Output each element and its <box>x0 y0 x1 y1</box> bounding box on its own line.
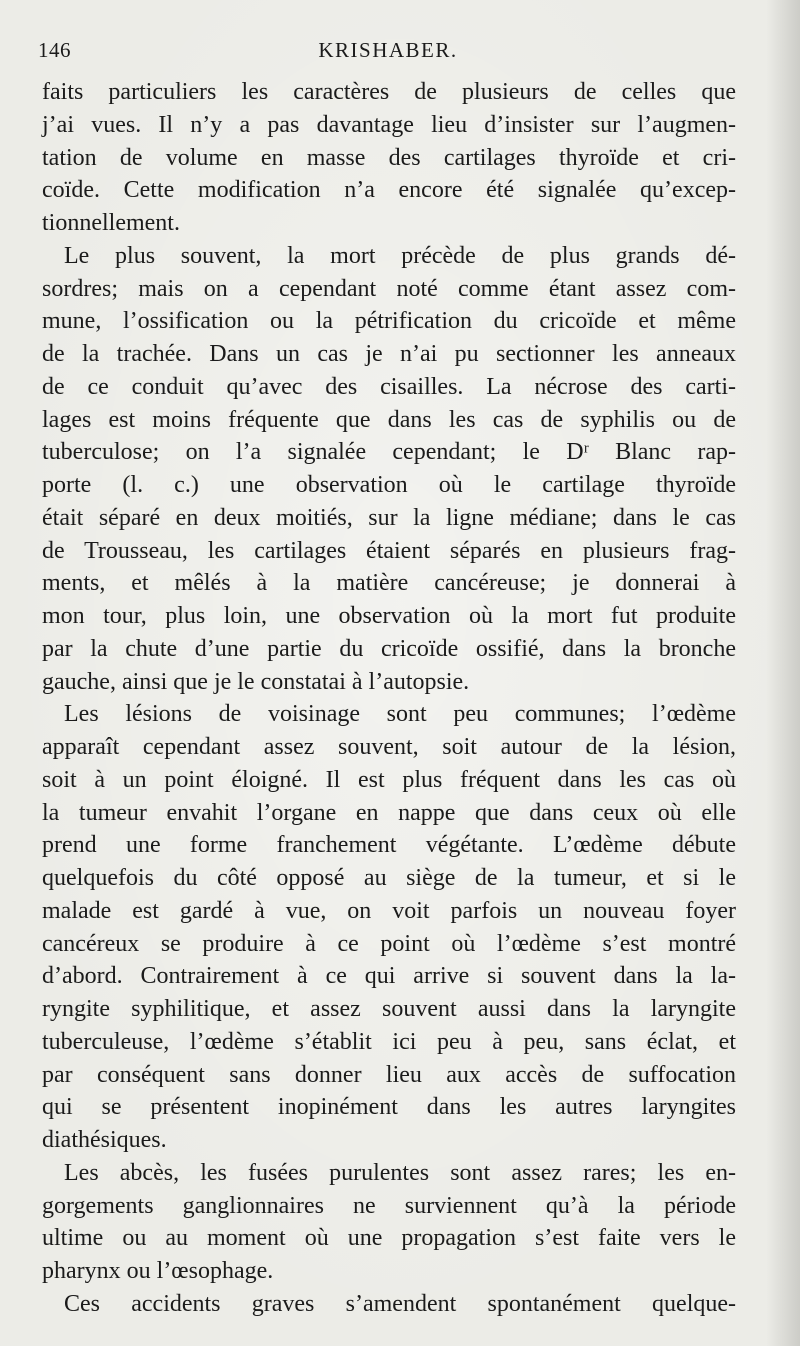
body-text <box>42 76 736 1321</box>
text-line: Ces accidents graves s’amendent spontanément quelque- <box>64 1290 736 1317</box>
text-line: était séparé en deux moitiés, sur la ligne médiane; dans le cas <box>42 504 736 531</box>
text-line: Le plus souvent, la mort précède de plus grands dé- <box>64 242 736 269</box>
text-line: diathésiques. <box>42 1127 167 1153</box>
text-line: ments, et mêlés à la matière cancéreuse; je donnerai à <box>42 570 736 597</box>
text-line: tionnellement. <box>42 210 180 236</box>
running-title: KRISHABER. <box>318 38 458 62</box>
text-line: apparaît cependant assez souvent, soit autour de la lésion, <box>42 734 736 760</box>
text-line: prend une forme franchement végétante. L’œdème débute <box>42 832 736 859</box>
text-line: lages est moins fréquente que dans les cas de syphilis ou de <box>42 406 736 433</box>
text-line: par la chute d’une partie du cricoïde ossifié, dans la bronche <box>42 635 736 662</box>
text-line: mune, l’ossification ou la pétrification du cricoïde et même <box>42 308 736 335</box>
text-line: d’abord. Contrairement à ce qui arrive si souvent dans la la- <box>42 963 736 990</box>
text-line: la tumeur envahit l’organe en nappe que dans ceux où elle <box>42 799 736 826</box>
text-line: porte (l. c.) une observation où le cartilage thyroïde <box>42 472 736 498</box>
page-number: 146 <box>38 38 71 62</box>
text-line: par conséquent sans donner lieu aux accès de suffocation <box>42 1061 736 1088</box>
text-line: tation de volume en masse des cartilages thyroïde et cri- <box>42 144 736 171</box>
text-line: malade est gardé à vue, on voit parfois un nouveau foyer <box>42 897 736 924</box>
text-line: ultime ou au moment où une propagation s’est faite vers le <box>42 1225 736 1252</box>
text-line: cancéreux se produire à ce point où l’œdème s’est montré <box>42 930 736 957</box>
text-line: gauche, ainsi que je le constatai à l’autopsie. <box>42 668 470 695</box>
text-line: quelquefois du côté opposé au siège de la tumeur, et si le <box>42 865 736 891</box>
text-line: j’ai vues. Il n’y a pas davantage lieu d’insister sur l’augmen- <box>42 111 736 138</box>
text-line: Les lésions de voisinage sont peu communes; l’œdème <box>64 701 736 728</box>
text-line: de Trousseau, les cartilages étaient séparés en plusieurs frag- <box>42 537 736 564</box>
text-line: de la trachée. Dans un cas je n’ai pu sectionner les anneaux <box>42 341 736 367</box>
text-line: sordres; mais on a cependant noté comme étant assez com- <box>42 275 736 302</box>
text-line: gorgements ganglionnaires ne surviennent qu’à la période <box>42 1192 736 1219</box>
text-line: faits particuliers les caractères de plusieurs de celles que <box>42 79 736 105</box>
text-line: de ce conduit qu’avec des cisailles. La nécrose des carti- <box>42 373 736 400</box>
running-head <box>38 38 738 74</box>
text-line: ryngite syphilitique, et assez souvent aussi dans la laryngite <box>42 996 736 1022</box>
text-line: Les abcès, les fusées purulentes sont assez rares; les en- <box>64 1159 736 1186</box>
text-line: tuberculeuse, l’œdème s’établit ici peu à peu, sans éclat, et <box>42 1028 736 1055</box>
text-line: pharynx ou l’œsophage. <box>42 1258 274 1284</box>
text-line: coïde. Cette modification n’a encore été signalée qu’excep- <box>42 177 736 204</box>
page-edge-shadow <box>766 0 800 1346</box>
text-line: soit à un point éloigné. Il est plus fréquent dans les cas où <box>42 766 736 793</box>
text-line: qui se présentent inopinément dans les autres laryngites <box>42 1094 736 1121</box>
text-line: mon tour, plus loin, une observation où la mort fut produite <box>42 603 736 629</box>
text-line: tuberculose; on l’a signalée cependant; le Dʳ Blanc rap- <box>42 439 736 466</box>
